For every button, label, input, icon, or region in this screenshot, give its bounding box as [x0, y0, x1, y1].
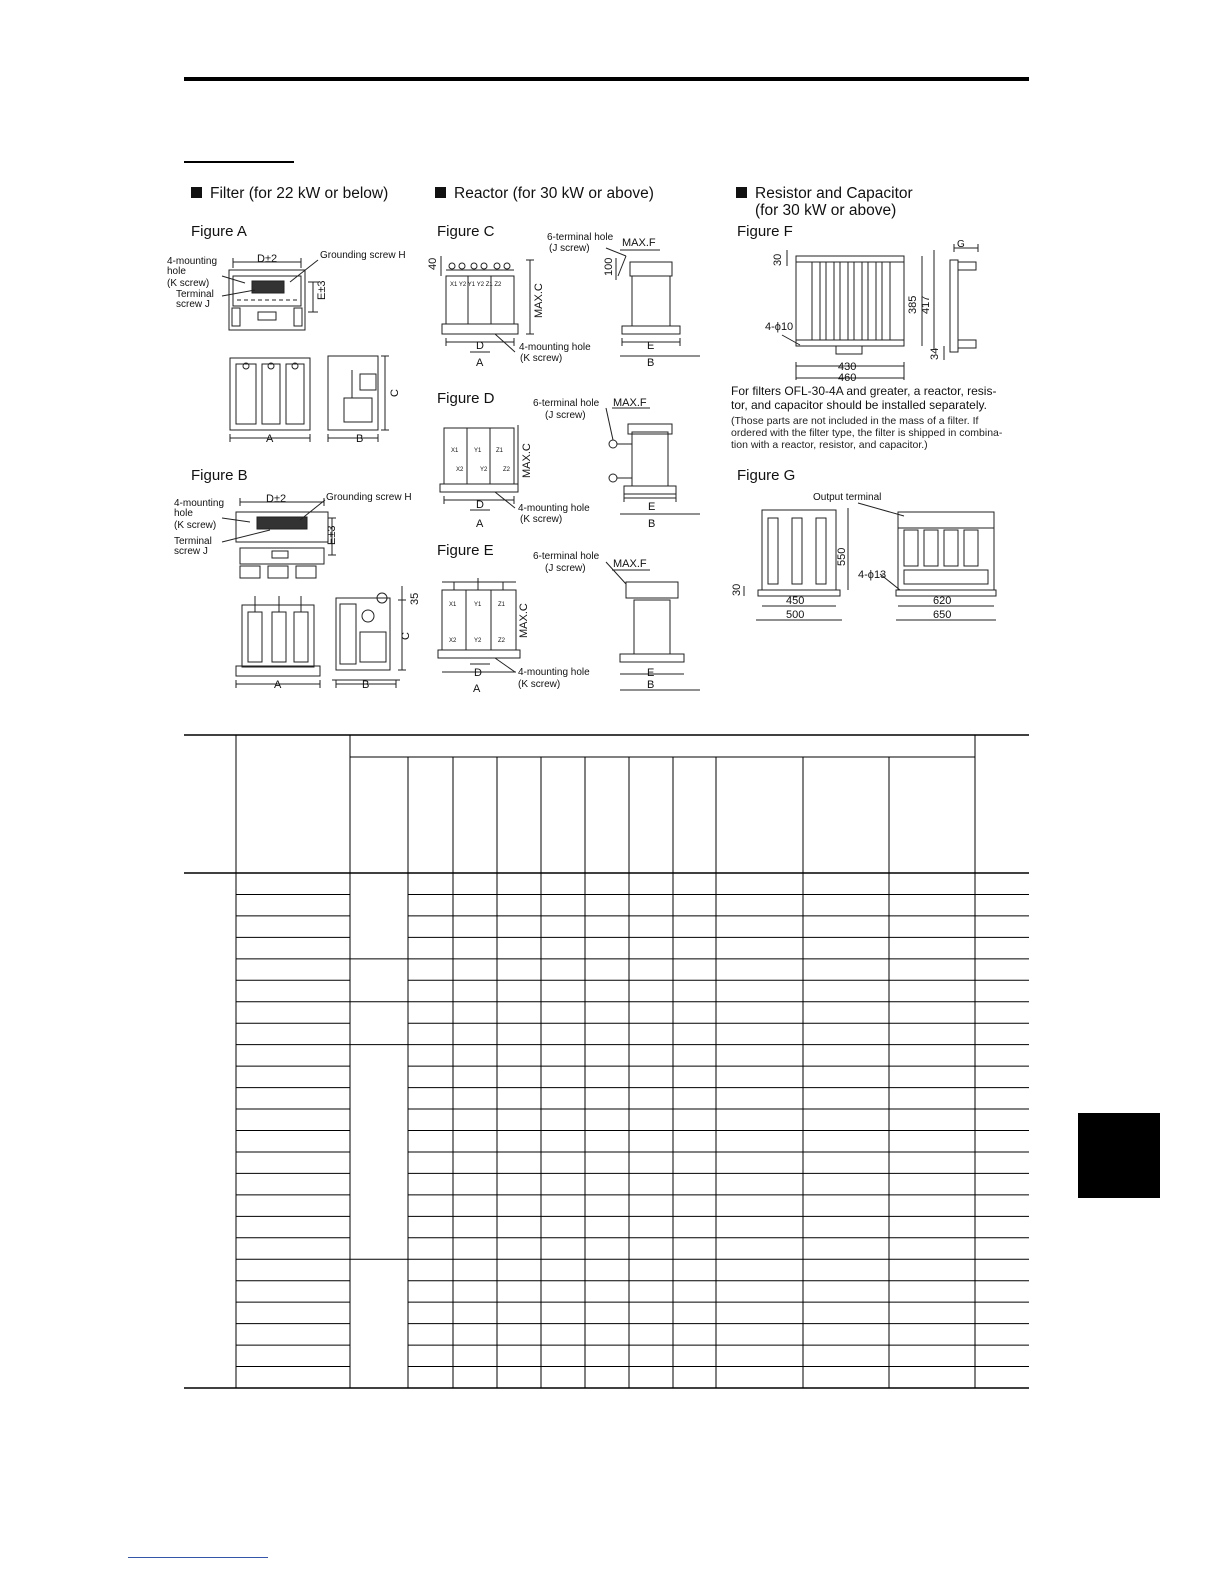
fig-f-d430: 430 — [838, 361, 857, 373]
figure-f-title: Figure F — [737, 223, 793, 240]
fig-d-a-label: A — [476, 518, 484, 530]
fig-e-y2: Y2 — [474, 638, 482, 644]
figure-g-title: Figure G — [737, 467, 796, 484]
fig-f-g: G — [957, 239, 965, 250]
fig-c-a-label: A — [476, 357, 484, 369]
chapter-tab — [1078, 1113, 1160, 1198]
fig-e-hole1: 6-terminal hole — [533, 551, 600, 562]
fig-d-b-label: B — [648, 518, 656, 530]
fig-c-maxf: MAX.F — [622, 237, 656, 249]
fig-e-maxc: MAX.C — [518, 603, 530, 638]
fig-d-z2: Z2 — [503, 467, 511, 473]
fig-d-x2: X2 — [456, 467, 464, 473]
fig-e-e-label: E — [647, 667, 655, 679]
header-resistor: Resistor and Capacitor — [736, 185, 913, 203]
fig-f-d34: 34 — [929, 347, 941, 360]
fig-c-e-label: E — [647, 340, 655, 352]
fig-d-d-label: D — [476, 499, 484, 511]
fig-d-x1: X1 — [451, 448, 459, 454]
fig-g-d650: 650 — [933, 609, 952, 621]
fig-f-d417: 417 — [920, 295, 932, 314]
fig-e-z1: Z1 — [498, 602, 506, 608]
fig-e-y1: Y1 — [474, 602, 482, 608]
fig-c-dim40: 40 — [427, 257, 439, 270]
installation-note: For filters OFL-30-4A and greater, a reactor, resis- tor, and capacitor should be installed separately. — [731, 384, 997, 412]
fig-g-hole: 4-ϕ13 — [858, 569, 887, 581]
header-resistor-sub: (for 30 kW or above) — [755, 202, 897, 219]
mass-note: (Those parts are not included in the mass of a filter. If ordered with the filter type, the filter is shipped in combina- tion with a reactor, resistor, and capacitor.) — [731, 415, 1003, 451]
fig-e-z2: Z2 — [498, 638, 506, 644]
fig-b-term1: Terminal — [174, 536, 212, 547]
fig-e-x2: X2 — [449, 638, 457, 644]
fig-f-d385: 385 — [907, 295, 919, 314]
fig-b-e-label: E±3 — [326, 525, 338, 545]
fig-c-mount2: (K screw) — [520, 353, 563, 364]
fig-a-a-label: A — [266, 433, 274, 445]
header-reactor: Reactor (for 30 kW or above) — [435, 185, 654, 203]
fig-d-hole1: 6-terminal hole — [533, 398, 600, 409]
fig-b-a-label: A — [274, 679, 282, 691]
fig-c-hole1: 6-terminal hole — [547, 232, 614, 243]
fig-g-d620: 620 — [933, 595, 952, 607]
figure-d-title: Figure D — [437, 390, 495, 407]
fig-b-mount2: hole — [174, 508, 193, 519]
fig-c-mount1: 4-mounting hole — [519, 342, 591, 353]
fig-a-term2: screw J — [176, 299, 210, 310]
fig-f-d30: 30 — [772, 253, 784, 266]
fig-b-mount3: (K screw) — [174, 520, 217, 531]
fig-g-d550: 550 — [836, 547, 848, 566]
fig-a-ground: Grounding screw H — [320, 250, 406, 261]
header-filter: Filter (for 22 kW or below) — [191, 185, 388, 203]
fig-a-mount1: 4-mounting — [167, 256, 218, 267]
fig-a-e-label: E±3 — [316, 280, 328, 300]
fig-b-dim35: 35 — [409, 592, 421, 605]
fig-a-d-label: D±2 — [257, 253, 278, 265]
fig-b-ground: Grounding screw H — [326, 492, 412, 503]
footer-link-line — [128, 1557, 268, 1558]
fig-b-b-label: B — [362, 679, 370, 691]
fig-d-mount2: (K screw) — [520, 514, 563, 525]
fig-f-d460: 460 — [838, 372, 857, 384]
fig-a-mount2: hole — [167, 266, 186, 277]
fig-d-maxf: MAX.F — [613, 397, 647, 409]
fig-c-dim100: 100 — [603, 257, 615, 276]
fig-b-c-label: C — [400, 632, 412, 640]
fig-c-b-label: B — [647, 357, 655, 369]
fig-g-d30: 30 — [731, 583, 743, 596]
fig-d-maxc: MAX.C — [521, 443, 533, 478]
fig-e-x1: X1 — [449, 602, 457, 608]
fig-e-b-label: B — [647, 679, 655, 691]
fig-b-term2: screw J — [174, 546, 208, 557]
fig-d-y2: Y2 — [480, 467, 488, 473]
fig-d-hole2: (J screw) — [545, 410, 586, 421]
fig-c-hole2: (J screw) — [549, 243, 590, 254]
fig-a-mount3: (K screw) — [167, 278, 210, 289]
fig-g-output: Output terminal — [813, 492, 882, 503]
fig-g-d450: 450 — [786, 595, 805, 607]
fig-f-hole: 4-ϕ10 — [765, 321, 794, 333]
fig-b-mount1: 4-mounting — [174, 498, 225, 509]
fig-a-b-label: B — [356, 433, 364, 445]
figure-e-title: Figure E — [437, 542, 494, 559]
fig-g-d500: 500 — [786, 609, 805, 621]
fig-c-maxc: MAX.C — [533, 283, 545, 318]
fig-e-mount2: (K screw) — [518, 679, 561, 690]
fig-d-mount1: 4-mounting hole — [518, 503, 590, 514]
fig-e-d-label: D — [474, 667, 482, 679]
figure-b-title: Figure B — [191, 467, 248, 484]
fig-c-terminals: X1 Y2 Y1 Y2 Z1 Z2 — [450, 282, 502, 288]
fig-d-e-label: E — [648, 501, 656, 513]
fig-e-maxf: MAX.F — [613, 558, 647, 570]
fig-c-d-label: D — [476, 340, 484, 352]
figure-a-title: Figure A — [191, 223, 247, 240]
fig-e-mount1: 4-mounting hole — [518, 667, 590, 678]
fig-a-c-label: C — [389, 389, 401, 397]
fig-a-term1: Terminal — [176, 289, 214, 300]
fig-d-y1: Y1 — [474, 448, 482, 454]
figure-c-title: Figure C — [437, 223, 495, 240]
fig-b-d-label: D±2 — [266, 493, 287, 505]
fig-e-a-label: A — [473, 683, 481, 695]
fig-d-z1: Z1 — [496, 448, 504, 454]
fig-e-hole2: (J screw) — [545, 563, 586, 574]
